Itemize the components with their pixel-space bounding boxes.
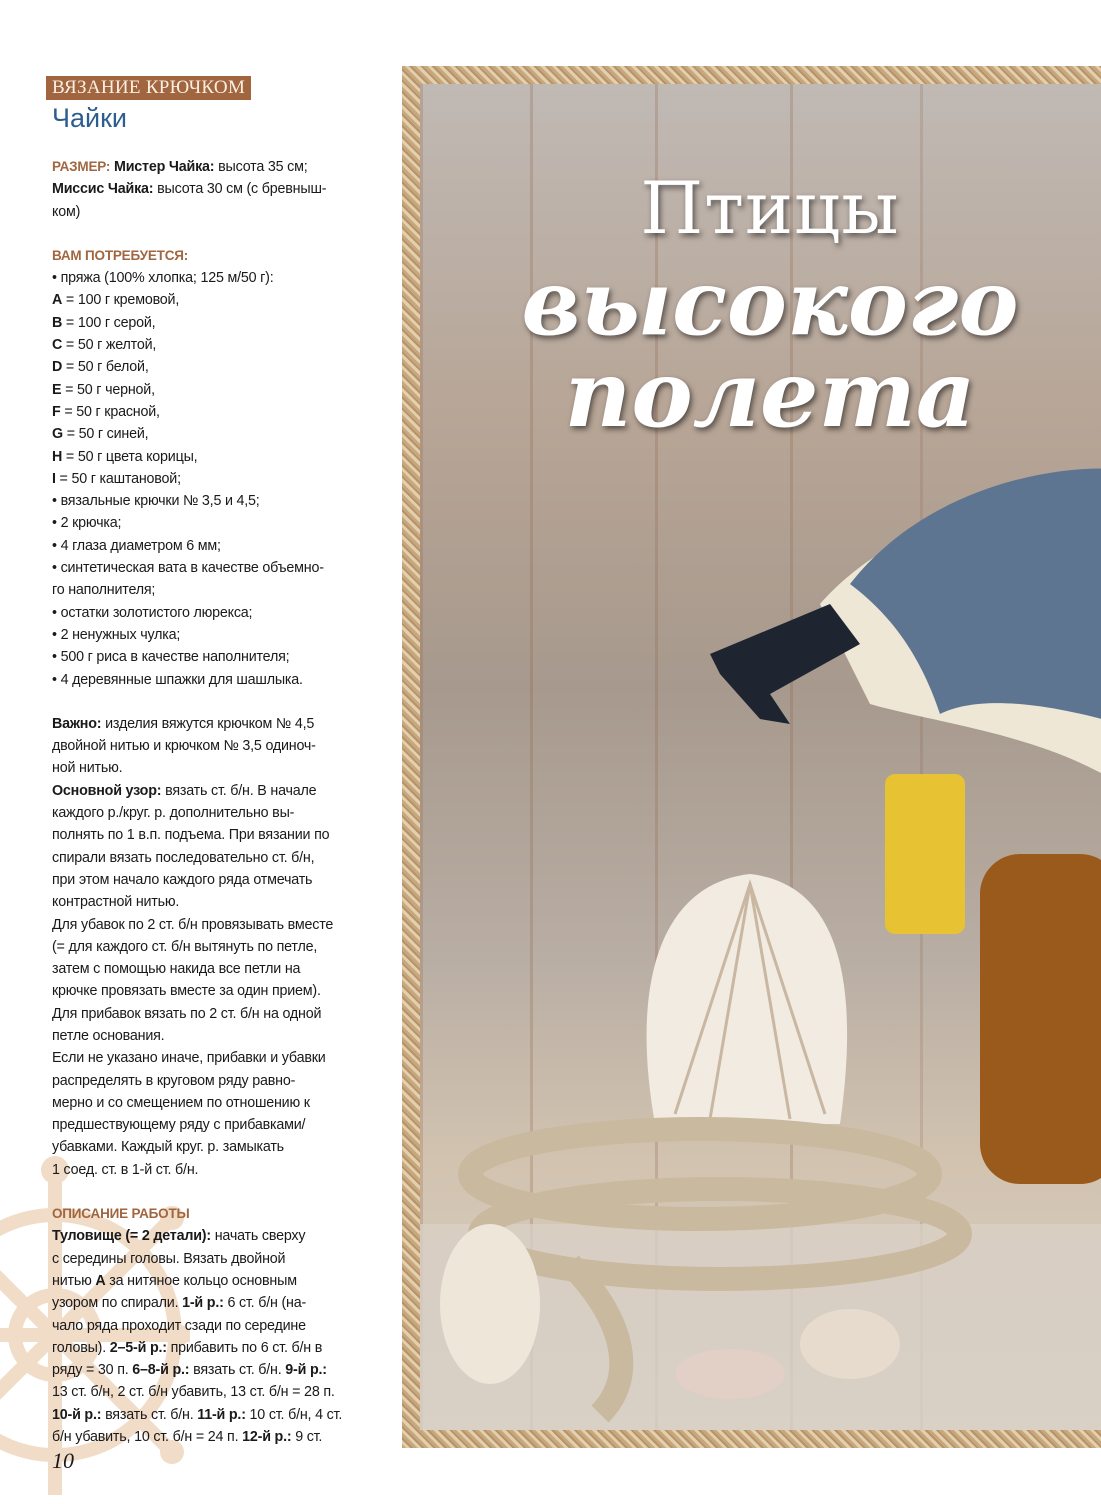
pattern-label: Основной узор: xyxy=(52,782,162,799)
color-line: B = 100 г серой, xyxy=(52,314,156,331)
scallop-shell xyxy=(647,874,848,1124)
material-item: го наполнителя; xyxy=(52,582,156,599)
headline-line-2: высокого xyxy=(521,250,1019,356)
notes-block: Важно: изделия вяжутся крючком № 4,5 двойной нитью и крючком № 3,5 одиноч- ной нитью. Основной узор: вязать ст. б/н. В начале каждого р./круг. р. дополнительно вы- полнять по 1 в.п. подъема. При вязании по спирали вязать последовательно ст. б/н, при этом начало каждого ряда отмечать контрастной нитью. Для убавок по 2 ст. б/н провязывать вместе (= для каждого ст. б/н вытянуть по петле, затем с помощью накида все петли на крючке провязать вместе за один прием). Для прибавок вязать по 2 ст. б/н на одной петле основания. Если не указано иначе, прибавки и убавки распределять в круговом ряду равно- мерно и со смещением по отношению к предшествующему ряду с прибавками/ убавками. Каждый круг. р. замыкать 1 соед. ст. в 1-й ст. б/н. xyxy=(52,715,334,1178)
size-mrs-label: Миссис Чайка: xyxy=(52,181,154,198)
material-item: • синтетическая вата в качестве объемно- xyxy=(52,560,324,577)
materials-label: ВАМ ПОТРЕБУЕТСЯ: xyxy=(52,247,189,263)
color-line: E = 50 г черной, xyxy=(52,381,155,398)
size-mr-text: высота 35 см; xyxy=(214,159,308,175)
material-item: • 2 крючка; xyxy=(52,515,122,532)
color-line: A = 100 г кремовой, xyxy=(52,292,180,309)
section-rubric: ВЯЗАНИЕ КРЮЧКОМ xyxy=(46,76,251,100)
color-line: H = 50 г цвета корицы, xyxy=(52,448,198,465)
color-line: D = 50 г белой, xyxy=(52,359,149,376)
size-label: РАЗМЕР: xyxy=(52,159,111,174)
color-line: F = 50 г красной, xyxy=(52,403,160,420)
material-item: • остатки золотистого люрекса; xyxy=(52,604,253,621)
page-number: 10 xyxy=(52,1448,74,1473)
size-mrs-text: высота 30 см (с бревныш- xyxy=(153,181,327,198)
color-line: C = 50 г желтой, xyxy=(52,337,157,354)
material-item: • 500 г риса в качестве наполнителя; xyxy=(52,649,290,666)
size-block xyxy=(52,156,370,223)
cone-shell xyxy=(440,1224,540,1384)
work-label: ОПИСАНИЕ РАБОТЫ xyxy=(52,1206,190,1222)
instructions-column xyxy=(52,76,370,1448)
clam-shell xyxy=(800,1309,900,1379)
material-item: • 2 ненужных чулка; xyxy=(52,626,181,643)
article-subtitle: Чайки xyxy=(52,103,127,133)
pink-shell xyxy=(675,1349,785,1399)
seagull-photo xyxy=(420,84,1101,1430)
important-label: Важно: xyxy=(52,715,102,732)
color-line: G = 50 г синей, xyxy=(52,426,149,443)
materials-block xyxy=(52,245,370,691)
material-item: • 4 деревянные шпажки для шашлыка. xyxy=(52,671,303,688)
material-item: • вязальные крючки № 3,5 и 4,5; xyxy=(52,493,260,510)
headline-line-1: Птицы xyxy=(640,166,900,250)
size-mr-label: Мистер Чайка: xyxy=(113,159,215,175)
headline-line-3: полета xyxy=(564,340,976,448)
materials-yarn: • пряжа (100% хлопка; 125 м/50 г): xyxy=(52,270,274,287)
material-item: • 4 глаза диаметром 6 мм; xyxy=(52,537,221,554)
color-line: I = 50 г каштановой; xyxy=(52,470,181,487)
size-line3: ком) xyxy=(52,203,81,220)
work-block: ОПИСАНИЕ РАБОТЫ Туловище (= 2 детали): начать сверху с середины головы. Вязать двойной нитью A за нитяное кольцо основным узором по спирали. 1-й р.: 6 ст. б/н (на- чало ряда проходит сзади по середине головы). 2–5-й р.: прибавить по 6 ст. б/н в ряду = 30 п. 6–8-й р.: вязать ст. б/н. 9-й р.: 13 ст. б/н, 2 ст. б/н убавить, 13 ст. б/н = 28 п. 10-й р.: вязать ст. б/н. 11-й р.: 10 ст. б/н, 4 ст. б/н убавить, 10 ст. б/н = 24 п. 12-й р.: 9 ст. xyxy=(52,1203,370,1448)
